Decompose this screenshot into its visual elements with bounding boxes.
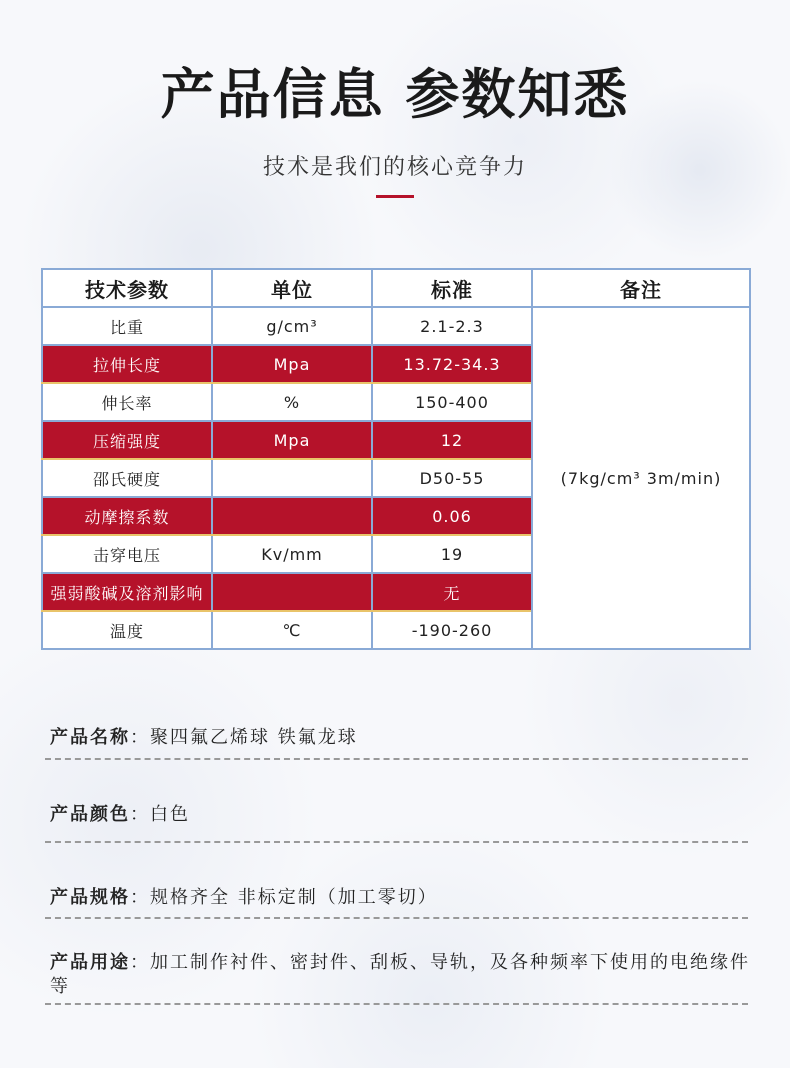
page-subtitle: 技术是我们的核心竞争力 [262, 155, 527, 180]
param-cell: 温度 [42, 611, 212, 649]
dashed-divider [45, 758, 748, 760]
header-standard: 标准 [372, 269, 532, 307]
product-name-label: 产品名称 [50, 727, 130, 748]
param-cell: 邵氏硬度 [42, 459, 212, 497]
unit-cell [212, 497, 372, 535]
product-spec-line: 产品规格：规格齐全 非标定制（加工零切） [50, 887, 438, 908]
standard-cell: 150-400 [372, 383, 532, 421]
product-color-line: 产品颜色：白色 [50, 804, 190, 825]
note-cell: (7kg/cm³ 3m/min) [532, 307, 750, 649]
standard-cell: 19 [372, 535, 532, 573]
param-cell: 击穿电压 [42, 535, 212, 573]
product-name-value: 聚四氟乙烯球 铁氟龙球 [150, 727, 358, 748]
standard-cell: 0.06 [372, 497, 532, 535]
table-header-row [42, 269, 750, 307]
param-cell: 拉伸长度 [42, 345, 212, 383]
param-cell: 伸长率 [42, 383, 212, 421]
header-param: 技术参数 [42, 269, 212, 307]
unit-cell: Mpa [212, 421, 372, 459]
unit-cell [212, 459, 372, 497]
product-use-value: 加工制作衬件、密封件、刮板、导轨，及各种频率下使用的电绝缘件等 [50, 952, 750, 997]
standard-cell: -190-260 [372, 611, 532, 649]
standard-cell: 13.72-34.3 [372, 345, 532, 383]
product-color-label: 产品颜色 [50, 804, 130, 825]
param-cell: 强弱酸碱及溶剂影响 [42, 573, 212, 611]
dashed-divider [45, 917, 748, 919]
standard-cell: 12 [372, 421, 532, 459]
param-cell: 比重 [42, 307, 212, 345]
product-color-value: 白色 [150, 804, 190, 825]
unit-cell: Mpa [212, 345, 372, 383]
dashed-divider [45, 1003, 748, 1005]
header-note: 备注 [532, 269, 750, 307]
standard-cell: 无 [372, 573, 532, 611]
unit-cell: ℃ [212, 611, 372, 649]
product-spec-value: 规格齐全 非标定制（加工零切） [150, 887, 438, 908]
unit-cell: Kv/mm [212, 535, 372, 573]
standard-cell: D50-55 [372, 459, 532, 497]
header-unit: 单位 [212, 269, 372, 307]
accent-divider [376, 195, 414, 198]
product-spec-label: 产品规格 [50, 887, 130, 908]
product-use-line: 产品用途：加工制作衬件、密封件、刮板、导轨，及各种频率下使用的电绝缘件等 [50, 952, 750, 997]
unit-cell: g/cm³ [212, 307, 372, 345]
param-cell: 压缩强度 [42, 421, 212, 459]
page-title: 产品信息 参数知悉 [160, 63, 630, 126]
spec-table [41, 268, 751, 650]
unit-cell: % [212, 383, 372, 421]
standard-cell: 2.1-2.3 [372, 307, 532, 345]
table-row [42, 307, 750, 345]
unit-cell [212, 573, 372, 611]
param-cell: 动摩擦系数 [42, 497, 212, 535]
dashed-divider [45, 841, 748, 843]
product-use-label: 产品用途 [50, 952, 130, 973]
product-name-line: 产品名称：聚四氟乙烯球 铁氟龙球 [50, 727, 358, 748]
